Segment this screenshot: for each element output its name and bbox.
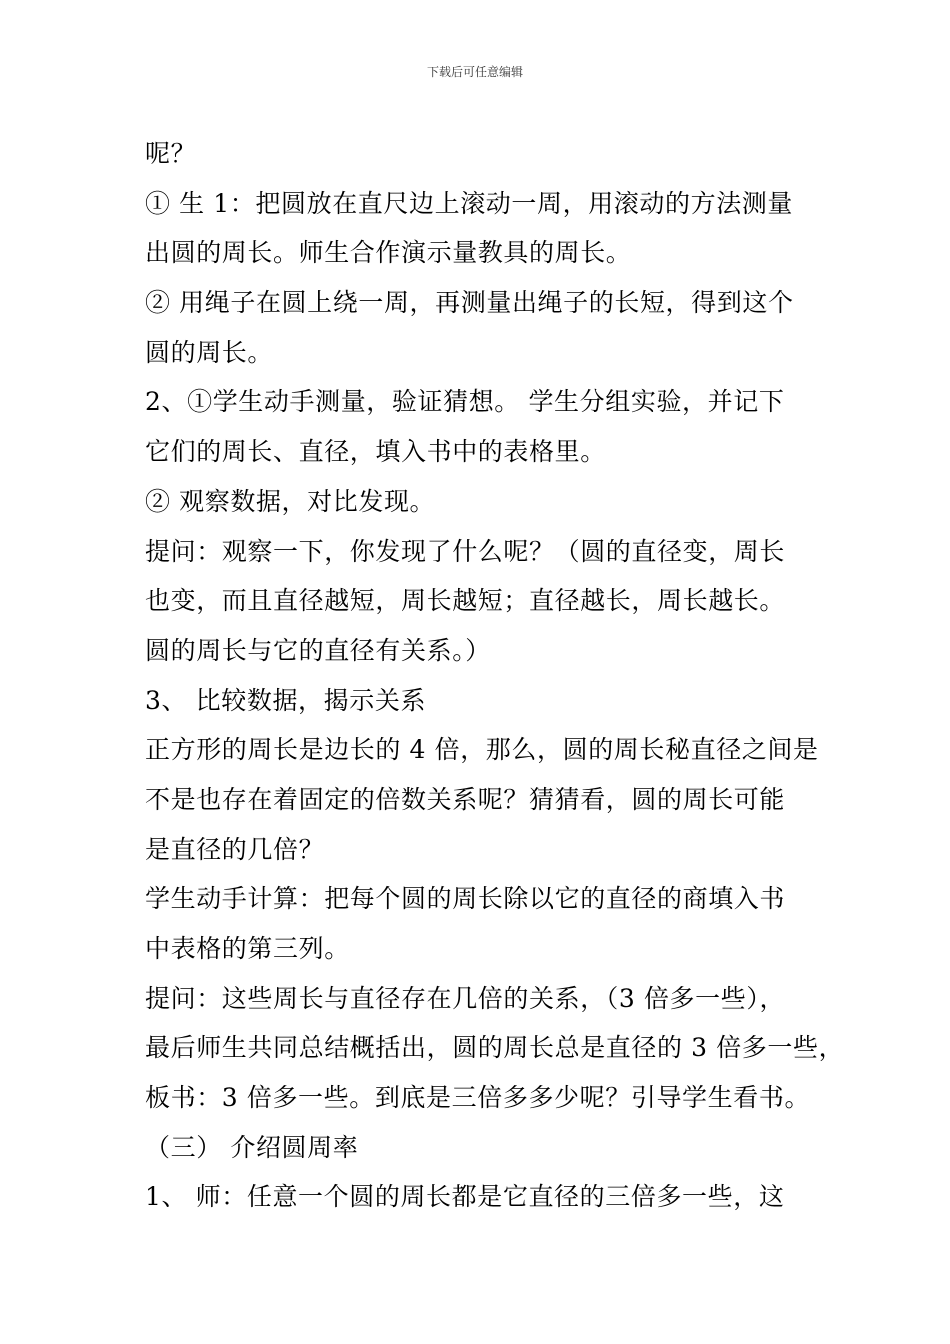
text-line: 圆的周长。 [145,337,274,367]
text-line: 不是也存在着固定的倍数关系呢？猜猜看，圆的周长可能 [145,784,786,814]
text-line: 是直径的几倍？ [145,834,325,864]
text-line: 3、 比较数据，揭示关系 [145,685,427,715]
text-line: 正方形的周长是边长的 4 倍，那么，圆的周长秘直径之间是 [145,735,819,765]
text-line: 2、①学生动手测量，验证猜想。 学生分组实验，并记下 [145,387,785,417]
text-line: 1、 师：任意一个圆的周长都是它直径的三倍多一些，这 [145,1182,785,1212]
text-line: 它们的周长、直径，填入书中的表格里。 [145,437,606,467]
text-line: 提问：这些周长与直径存在几倍的关系，（3 倍多一些）， [145,983,786,1013]
text-line: 呢？ [145,139,197,168]
text-line: 出圆的周长。师生合作演示量教具的周长。 [145,238,632,268]
text-line: 最后师生共同总结概括出，圆的周长总是直径的 3 倍多一些， [145,1033,845,1063]
text-line: 圆的周长与它的直径有关系。） [145,635,491,665]
text-line: ② 观察数据，对比发现。 [145,486,436,516]
text-line: 板书：3 倍多一些。到底是三倍多多少呢？引导学生看书。 [145,1083,811,1113]
page-header: 下载后可任意编辑 [426,65,523,79]
text-line: 也变，而且直径越短，周长越短；直径越长，周长越长。 [145,586,786,616]
text-line: ① 生 1：把圆放在直尺边上滚动一周，用滚动的方法测量 [145,188,794,218]
text-line: （三） 介绍圆周率 [145,1132,359,1162]
text-line: ② 用绳子在圆上绕一周，再测量出绳子的长短，得到这个 [145,288,794,318]
document-body [145,129,845,1222]
text-line: 中表格的第三列。 [145,934,350,963]
text-line: 提问：观察一下，你发现了什么呢？（圆的直径变，周长 [145,536,786,566]
text-line: 学生动手计算：把每个圆的周长除以它的直径的商填入书 [145,884,786,914]
